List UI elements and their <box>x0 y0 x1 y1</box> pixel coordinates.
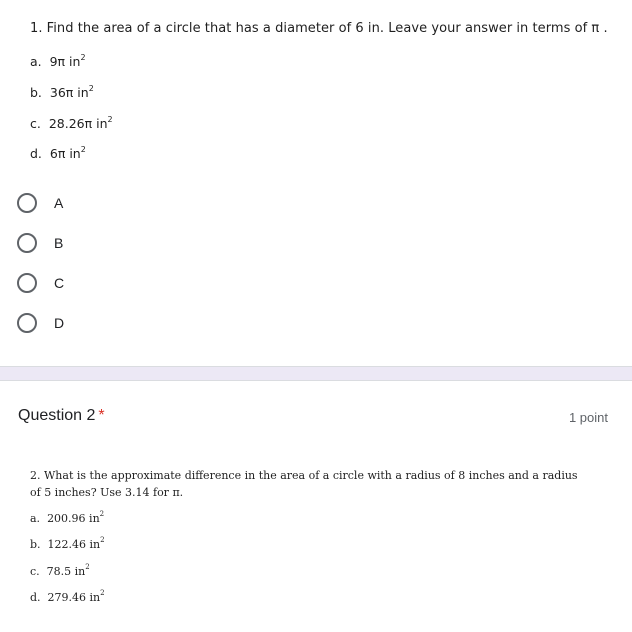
question-1-option-d <box>30 146 86 161</box>
option-letter: b. <box>30 85 42 100</box>
points-label: 1 point <box>568 410 608 425</box>
radio-label: A <box>54 195 64 211</box>
question-1-prompt: 1. Find the area of a circle that has a diameter of 6 in. Leave your answer in terms of π . <box>30 21 608 36</box>
radio-choice-a[interactable] <box>17 191 63 215</box>
question-2-option-d <box>30 591 105 604</box>
option-letter: d. <box>30 591 41 604</box>
option-value: 9π in <box>49 54 81 69</box>
option-value: 122.46 in <box>47 538 101 551</box>
option-exponent: 2 <box>99 510 105 519</box>
option-letter: c. <box>30 565 40 578</box>
question-2-card <box>0 381 632 632</box>
required-asterisk: * <box>98 407 105 424</box>
option-value: 279.46 in <box>47 591 101 604</box>
option-value: 78.5 in <box>46 565 86 578</box>
option-letter: a. <box>30 54 42 69</box>
radio-label: D <box>54 315 65 331</box>
option-exponent: 2 <box>100 536 105 545</box>
option-exponent: 2 <box>100 589 105 598</box>
option-value: 6π in <box>49 146 81 161</box>
question-1-option-b <box>30 85 94 100</box>
question-2-option-b <box>30 538 105 551</box>
question-2-option-a <box>30 512 104 525</box>
radio-label: C <box>54 275 65 291</box>
option-exponent: 2 <box>85 563 90 572</box>
question-1-option-a <box>30 54 86 69</box>
radio-choice-d[interactable] <box>17 311 64 335</box>
radio-choice-b[interactable] <box>17 231 63 255</box>
question-1-option-c <box>30 116 113 131</box>
question-2-prompt: 2. What is the approximate difference in the area of a circle with a radius of 8 inches and a radius of 5 inches? Use 3.14 for π. <box>30 469 578 499</box>
option-value: 28.26π in <box>48 116 108 131</box>
radio-label: B <box>54 235 64 251</box>
radio-button[interactable] <box>17 233 37 253</box>
option-value: 200.96 in <box>47 512 100 525</box>
option-letter: c. <box>30 116 41 131</box>
radio-choice-c[interactable] <box>17 271 64 295</box>
radio-button[interactable] <box>17 273 37 293</box>
option-letter: d. <box>30 146 42 161</box>
option-letter: b. <box>30 538 41 551</box>
divider-line <box>0 366 632 367</box>
option-value: 36π in <box>49 85 89 100</box>
radio-button[interactable] <box>17 313 37 333</box>
option-exponent: 2 <box>88 83 94 93</box>
question-2-title <box>18 407 105 425</box>
question-title-text: Question 2 <box>18 407 96 424</box>
question-2-option-c <box>30 565 90 578</box>
option-letter: a. <box>30 512 41 525</box>
option-exponent: 2 <box>80 52 86 62</box>
option-exponent: 2 <box>80 144 86 154</box>
card-divider <box>0 366 632 380</box>
option-exponent: 2 <box>107 114 113 124</box>
radio-button[interactable] <box>17 193 37 213</box>
